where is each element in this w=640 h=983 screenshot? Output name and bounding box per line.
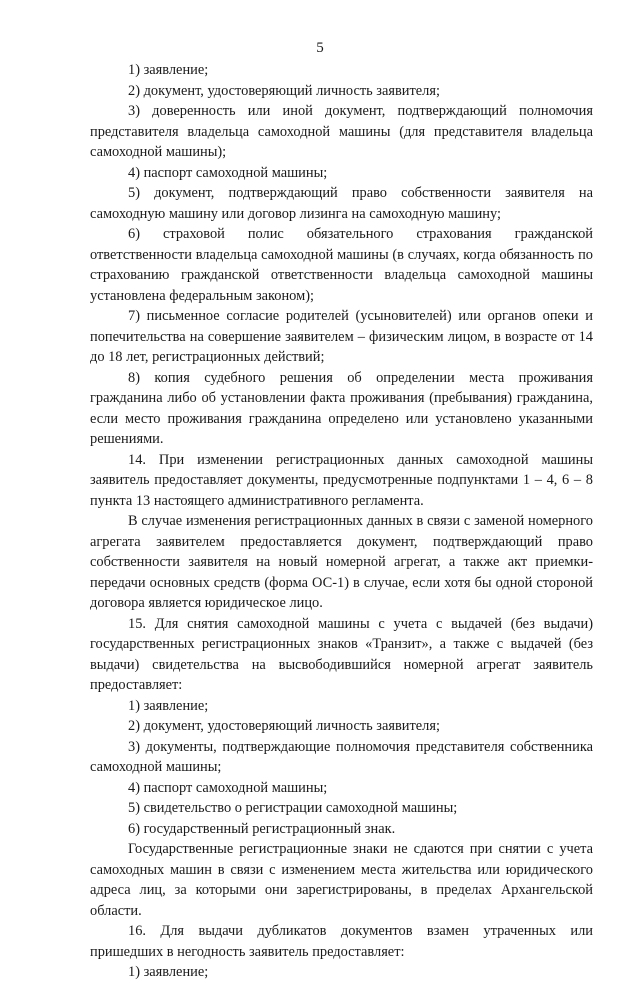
paragraph: 3) доверенность или иной документ, подтверждающий полномочия представителя владельца самоходной машины (для представителя владельца самоходной машины); (90, 103, 593, 160)
paragraph: 1) заявление; (128, 964, 209, 980)
paragraph: 4) паспорт самоходной машины; (128, 164, 328, 181)
paragraph: 7) письменное согласие родителей (усыновителей) или органов опеки и попечительства на совершение заявителем – физическим лицом, в возрасте от 14 до 18 лет, регистрационных действий; (90, 308, 593, 365)
paragraph: 6) страховой полис обязательного страхования гражданской ответственности владельца самоходной машины (в случаях, когда обязанность по страхованию гражданской ответственности владельца самоходной машины установлена федеральным законом); (90, 226, 593, 304)
paragraph: 8) копия судебного решения об определении места проживания гражданина либо об установлении факта проживания (пребывания) гражданина, если место проживания гражданина определено или установлено указанными решениями. (90, 369, 593, 447)
paragraph: 4) паспорт самоходной машины; (128, 779, 328, 796)
paragraph: 3) документы, подтверждающие полномочия представителя собственника самоходной машины; (90, 738, 593, 775)
paragraph: 1) заявление; (128, 697, 209, 714)
paragraph: 15. Для снятия самоходной машины с учета с выдачей (без выдачи) государственных регистрационных знаков «Транзит», а также с выдачей (без выдачи) свидетельства на высвободившийся номерной агрегат заявитель предоставляет: (90, 615, 593, 693)
paragraph: 6) государственный регистрационный знак. (128, 820, 396, 837)
paragraph: 1) заявление; (128, 62, 209, 78)
paragraph: Государственные регистрационные знаки не сдаются при снятии с учета самоходных машин в связи с изменением места жительства или юридического адреса лиц, за которыми они зарегистрированы, в пределах Архангельской области. (90, 841, 593, 919)
paragraph: 5) документ, подтверждающий право собственности заявителя на самоходную машину или договор лизинга на самоходную машину; (90, 185, 593, 222)
paragraph: 16. Для выдачи дубликатов документов взамен утраченных или пришедших в негодность заявитель предоставляет: (90, 923, 593, 960)
page-number: 5 (316, 40, 324, 56)
paragraph: В случае изменения регистрационных данных в связи с заменой номерного агрегата заявителем предоставляется документ, подтверждающий право собственности заявителя на новый номерной агрегат, а также акт приемки-передачи основных средств (форма ОС-1) в случае, если хотя бы одной стороной договора является юридическое лицо. (90, 513, 593, 611)
paragraph: 2) документ, удостоверяющий личность заявителя; (128, 718, 440, 734)
paragraph: 2) документ, удостоверяющий личность заявителя; (128, 82, 440, 99)
document-body (90, 60, 593, 983)
paragraph: 14. При изменении регистрационных данных самоходной машины заявитель предоставляет документы, предусмотренные подпунктами 1 – 4, 6 – 8 пункта 13 настоящего административного регламента. (90, 451, 593, 509)
paragraph: 5) свидетельство о регистрации самоходной машины; (128, 800, 458, 816)
